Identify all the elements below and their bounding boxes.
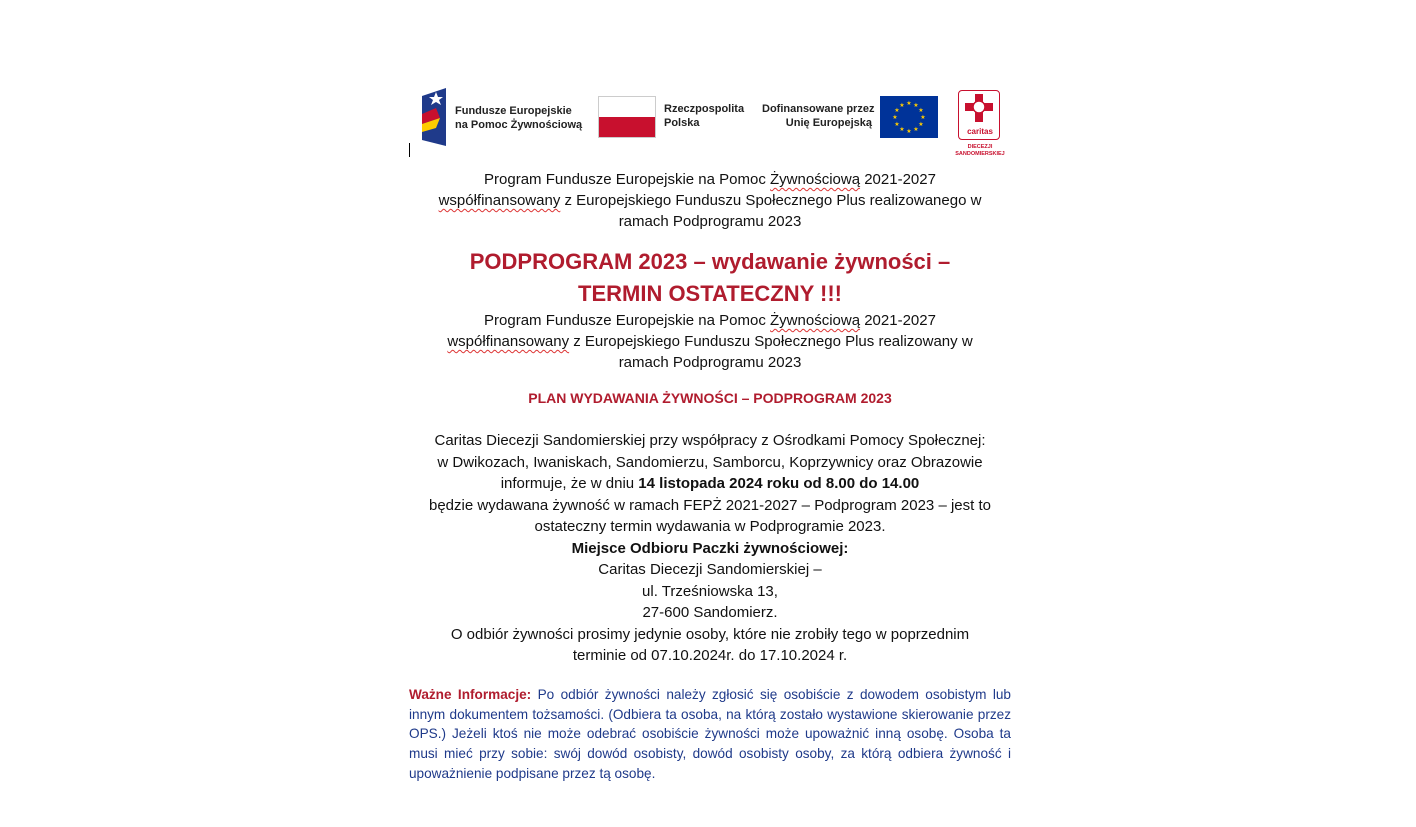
logo-bar <box>409 86 1011 162</box>
document-page <box>409 0 1011 827</box>
headline-line1: PODPROGRAM 2023 – wydawanie żywności – <box>469 249 951 274</box>
svg-text:★: ★ <box>906 128 912 135</box>
caritas-badge <box>958 90 1000 140</box>
body-line1: Caritas Diecezji Sandomierskiej przy współpracy z Ośrodkami Pomocy Społecznej: <box>434 432 986 449</box>
intro2-line3: ramach Podprogramu 2023 <box>618 354 802 371</box>
intro1-line2-word: współfinansowany <box>438 192 561 209</box>
intro1-line3: ramach Podprogramu 2023 <box>618 213 802 230</box>
fe-logo-text <box>455 104 582 132</box>
body-line10: O odbiór żywności prosimy jedynie osoby, które nie zrobiły tego w poprzednim <box>450 625 970 643</box>
intro2-line1-word: Żywnościową <box>770 312 861 329</box>
svg-text:★: ★ <box>913 126 919 133</box>
caritas-logo <box>950 88 1010 162</box>
intro-paragraph-2 <box>409 310 1011 373</box>
intro1-line2b: z Europejskiego Funduszu Społecznego Plus realizowanego w <box>560 192 982 209</box>
important-info-text: Po odbiór żywności należy zgłosić się osobiście z dowodem osobistym lub innym dokumentem tożsamości. (Odbiera ta osoba, na którą zostało wystawione skierowanie przez OPS.) Jeżeli ktoś nie może odebrać osobiście żywności może upoważnić inną osobę. Osoba ta musi mieć przy sobie: swój dowód osobisty, dowód osobisty osoby, za którą odbiera żywność i upoważnienie podpisane przez tą osobę. <box>409 687 1011 781</box>
rp-logo-line2: Polska <box>664 117 700 129</box>
caritas-word: caritas <box>967 127 993 136</box>
plan-title: PLAN WYDAWANIA ŻYWNOŚCI – PODPROGRAM 2023 <box>528 390 892 406</box>
svg-text:★: ★ <box>918 121 924 128</box>
eu-logo <box>762 94 938 140</box>
headline-line2: TERMIN OSTATECZNY !!! <box>578 281 842 306</box>
body-line2: w Dwikozach, Iwaniskach, Sandomierzu, Samborcu, Koprzywnicy oraz Obrazowie <box>437 453 983 471</box>
svg-text:★: ★ <box>920 114 926 121</box>
address-line2: ul. Trześniowska 13, <box>642 582 778 600</box>
svg-text:★: ★ <box>918 107 924 114</box>
svg-text:★: ★ <box>899 126 905 133</box>
intro2-line1a: Program Fundusze Europejskie na Pomoc <box>484 312 771 329</box>
eu-logo-text <box>762 102 875 130</box>
intro1-line1-word: Żywnościową <box>770 171 861 188</box>
headline <box>409 246 1011 310</box>
intro2-line1b: 2021-2027 <box>860 312 936 329</box>
intro2-line2-word: współfinansowany <box>447 333 570 350</box>
fe-emblem-icon <box>420 88 450 146</box>
text-cursor <box>409 143 410 157</box>
body-date: 14 listopada 2024 roku od 8.00 do 14.00 <box>638 475 920 492</box>
rp-logo <box>598 94 758 140</box>
polish-flag-icon <box>598 96 656 138</box>
svg-text:★: ★ <box>906 100 912 107</box>
important-info <box>409 685 1011 784</box>
intro2-line2b: z Europejskiego Funduszu Społecznego Plus realizowany w <box>569 333 973 350</box>
pickup-heading: Miejsce Odbioru Paczki żywnościowej: <box>571 539 849 557</box>
address-line1: Caritas Diecezji Sandomierskiej – <box>598 561 822 578</box>
body-line11: terminie od 07.10.2024r. do 17.10.2024 r. <box>572 647 848 664</box>
svg-text:★: ★ <box>894 107 900 114</box>
svg-text:★: ★ <box>892 114 898 121</box>
intro1-line1b: 2021-2027 <box>860 171 936 188</box>
body-line3a: informuje, że w dniu <box>500 475 639 492</box>
announcement-body <box>409 430 1011 667</box>
important-info-label: Ważne Informacje: <box>409 687 532 702</box>
eu-flag-icon <box>880 96 938 138</box>
intro1-line1a: Program Fundusze Europejskie na Pomoc <box>484 171 771 188</box>
svg-text:★: ★ <box>894 121 900 128</box>
caritas-diocese <box>946 144 1014 158</box>
intro-paragraph-1 <box>409 169 1011 232</box>
body-line4: będzie wydawana żywność w ramach FEPŻ 2021-2027 – Podprogram 2023 – jest to <box>429 496 991 514</box>
rp-logo-text <box>664 102 744 130</box>
address-line3: 27-600 Sandomierz. <box>642 604 778 621</box>
caritas-diocese-line2: SANDOMIERSKIEJ <box>955 151 1005 157</box>
fe-logo <box>420 88 590 146</box>
svg-text:★: ★ <box>899 102 905 109</box>
eu-logo-line1: Dofinansowane przez <box>762 103 875 115</box>
rp-logo-line1: Rzeczpospolita <box>664 103 745 115</box>
caritas-cross-icon <box>959 91 999 125</box>
body-line5: ostateczny termin wydawania w Podprogramie 2023. <box>534 518 886 535</box>
svg-text:★: ★ <box>913 102 919 109</box>
fe-logo-line1: Fundusze Europejskie <box>455 105 572 117</box>
eu-logo-line2: Unię Europejską <box>785 117 872 129</box>
fe-logo-line2: na Pomoc Żywnościową <box>455 119 583 131</box>
caritas-diocese-line1: DIECEZJI <box>967 144 993 150</box>
